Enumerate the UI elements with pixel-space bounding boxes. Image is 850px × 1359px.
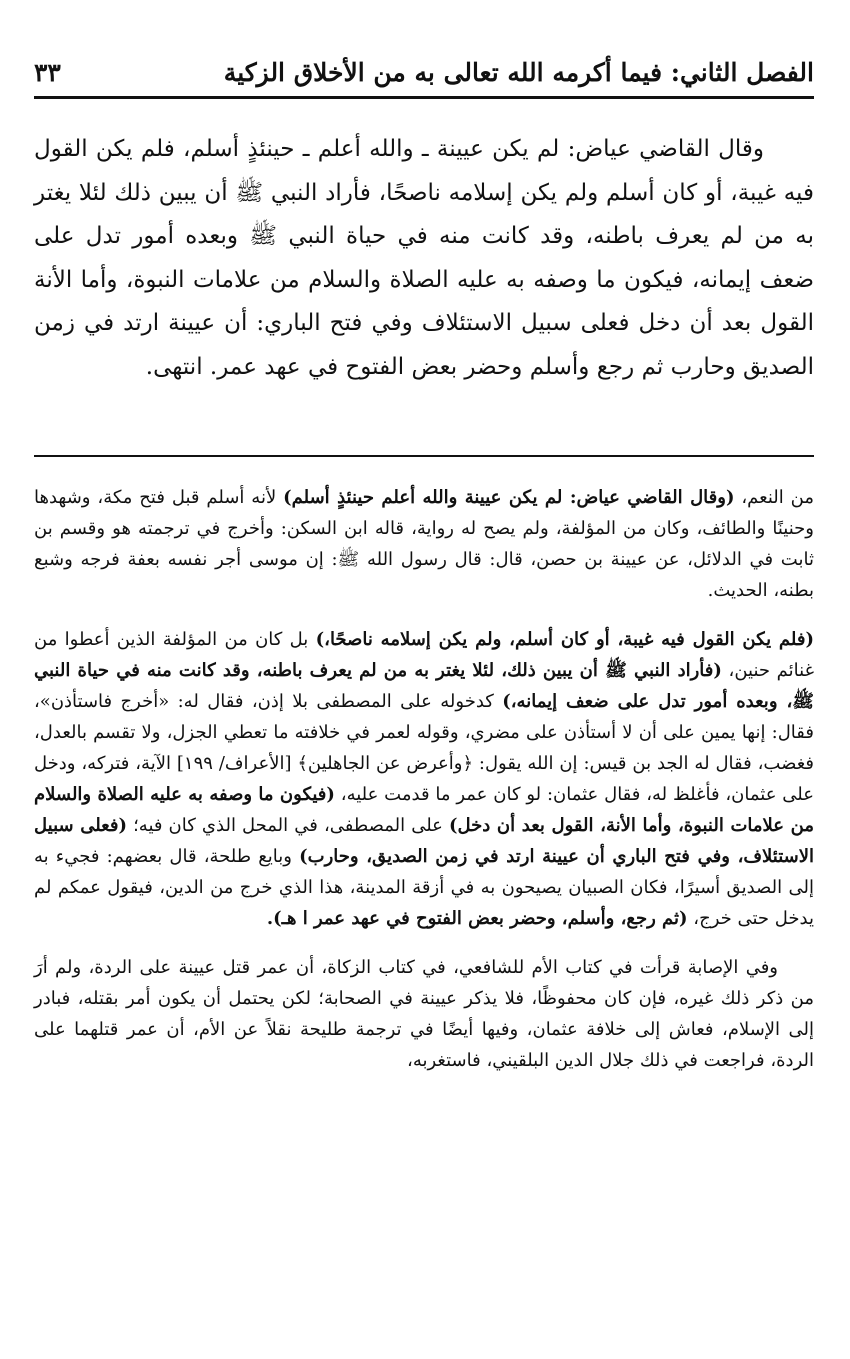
commentary-paragraph-1 bbox=[34, 482, 814, 606]
commentary-text: كدخوله على المصطفى بلا إذن، فقال له: «أخرج فاستأذن»، فقال: إنها يمين على أن لا أستأذن على مضري، وقوله لعمر في خلافته ما تعطي الجزل، ولا تقسم بالعدل، فغضب، فقال له الجد بن قيس: إن الله يقول: ﴿وأعرض عن الجاهلين﴾ [الأعراف/ ١٩٩] الآية، فتركه، ودخل على عثمان، فأغلظ له، فقال عثمان: لو كان عمر ما قدمت عليه، bbox=[34, 691, 814, 805]
quoted-text: (فيكون ما وصفه به عليه الصلاة والسلام من علامات النبوة، وأما الأنة، القول بعد أن دخل) bbox=[34, 784, 814, 836]
commentary-text: على المصطفى، في المحل الذي كان فيه؛ bbox=[126, 815, 449, 836]
quoted-text: (فلم يكن القول فيه غيبة، أو كان أسلم، ولم يكن إسلامه ناصحًا،) bbox=[315, 629, 814, 650]
quoted-text: (وقال القاضي عياض: لم يكن عيينة والله أعلم حينئذٍ أسلم) bbox=[283, 487, 735, 508]
commentary-paragraph-3: وفي الإصابة قرأت في كتاب الأم للشافعي، في كتاب الزكاة، أن عمر قتل عيينة على الردة، ولم أرَ من ذكر ذلك غيره، فإن كان محفوظًا، فلا يذكر عيينة في الصحابة؛ لكن يحتمل أن يكون أمر بقتله، فبادر إلى الإسلام، فعاش إلى خلافة عثمان، وفيها أيضًا في ترجمة طليحة نقلاً عن الأم، أن عمر قتلهما على الردة، فراجعت في ذلك جلال الدين البلقيني، فاستغربه، bbox=[34, 957, 814, 1071]
commentary-text: بل كان من المؤلفة الذين أعطوا من غنائم حنين، bbox=[34, 629, 814, 681]
chapter-title: الفصل الثاني: فيما أكرمه الله تعالى به من الأخلاق الزكية bbox=[223, 57, 814, 87]
commentary-text: من النعم، bbox=[734, 487, 814, 508]
quoted-text: (ثم رجع، وأسلم، وحضر بعض الفتوح في عهد عمر ا هـ). bbox=[266, 908, 688, 929]
commentary bbox=[34, 482, 814, 1094]
commentary-text: وبايع طلحة، قال بعضهم: فجيء به إلى الصديق أسيرًا، فكان الصبيان يصيحون به في أزقة المدينة، هذا الذي خرج من الدين، فيقول عمكم لم يدخل حتى خرج، bbox=[34, 846, 814, 929]
quoted-text: (فأراد النبي ﷺ أن يبين ذلك، لئلا يغتر به من لم يعرف باطنه، وقد كانت منه في حياة النبي ﷺ، وبعده أمور تدل على ضعف إيمانه،) bbox=[34, 660, 814, 712]
commentary-text: لأنه أسلم قبل فتح مكة، وشهدها وحنينًا والطائف، وكان من المؤلفة، ولم يصح له رواية، قاله ابن السكن: وأخرج في ترجمته هو وقسم بن ثابت في الدلائل، عن عيينة بن حصن، قال: قال رسول الله ﷺ: إن موسى أجر نفسه بعفة فرجه وشبع بطنه، الحديث. bbox=[34, 487, 814, 601]
page-header bbox=[34, 52, 814, 92]
header-divider bbox=[34, 96, 814, 99]
commentary-paragraph-2 bbox=[34, 624, 814, 934]
main-text bbox=[34, 128, 814, 389]
page-number: ٣٣ bbox=[34, 57, 61, 87]
section-divider bbox=[34, 455, 814, 457]
quoted-text: (فعلى سبيل الاستئلاف، وفي فتح الباري أن عيينة ارتد في زمن الصديق، وحارب) bbox=[34, 815, 814, 867]
main-paragraph: وقال القاضي عياض: لم يكن عيينة ـ والله أعلم ـ حينئذٍ أسلم، فلم يكن القول فيه غيبة، أو كان أسلم ولم يكن إسلامه ناصحًا، فأراد النبي ﷺ أن يبين ذلك لئلا يغتر به من لم يعرف باطنه، وقد كانت منه في حياة النبي ﷺ وبعده أمور تدل على ضعف إيمانه، فيكون ما وصفه به عليه الصلاة والسلام من علامات النبوة، وأما الأنة القول بعد أن دخل فعلى سبيل الاستئلاف وفي فتح الباري: أن عيينة ارتد في زمن الصديق وحارب ثم رجع وأسلم وحضر بعض الفتوح في عهد عمر. انتهى. bbox=[34, 136, 815, 380]
